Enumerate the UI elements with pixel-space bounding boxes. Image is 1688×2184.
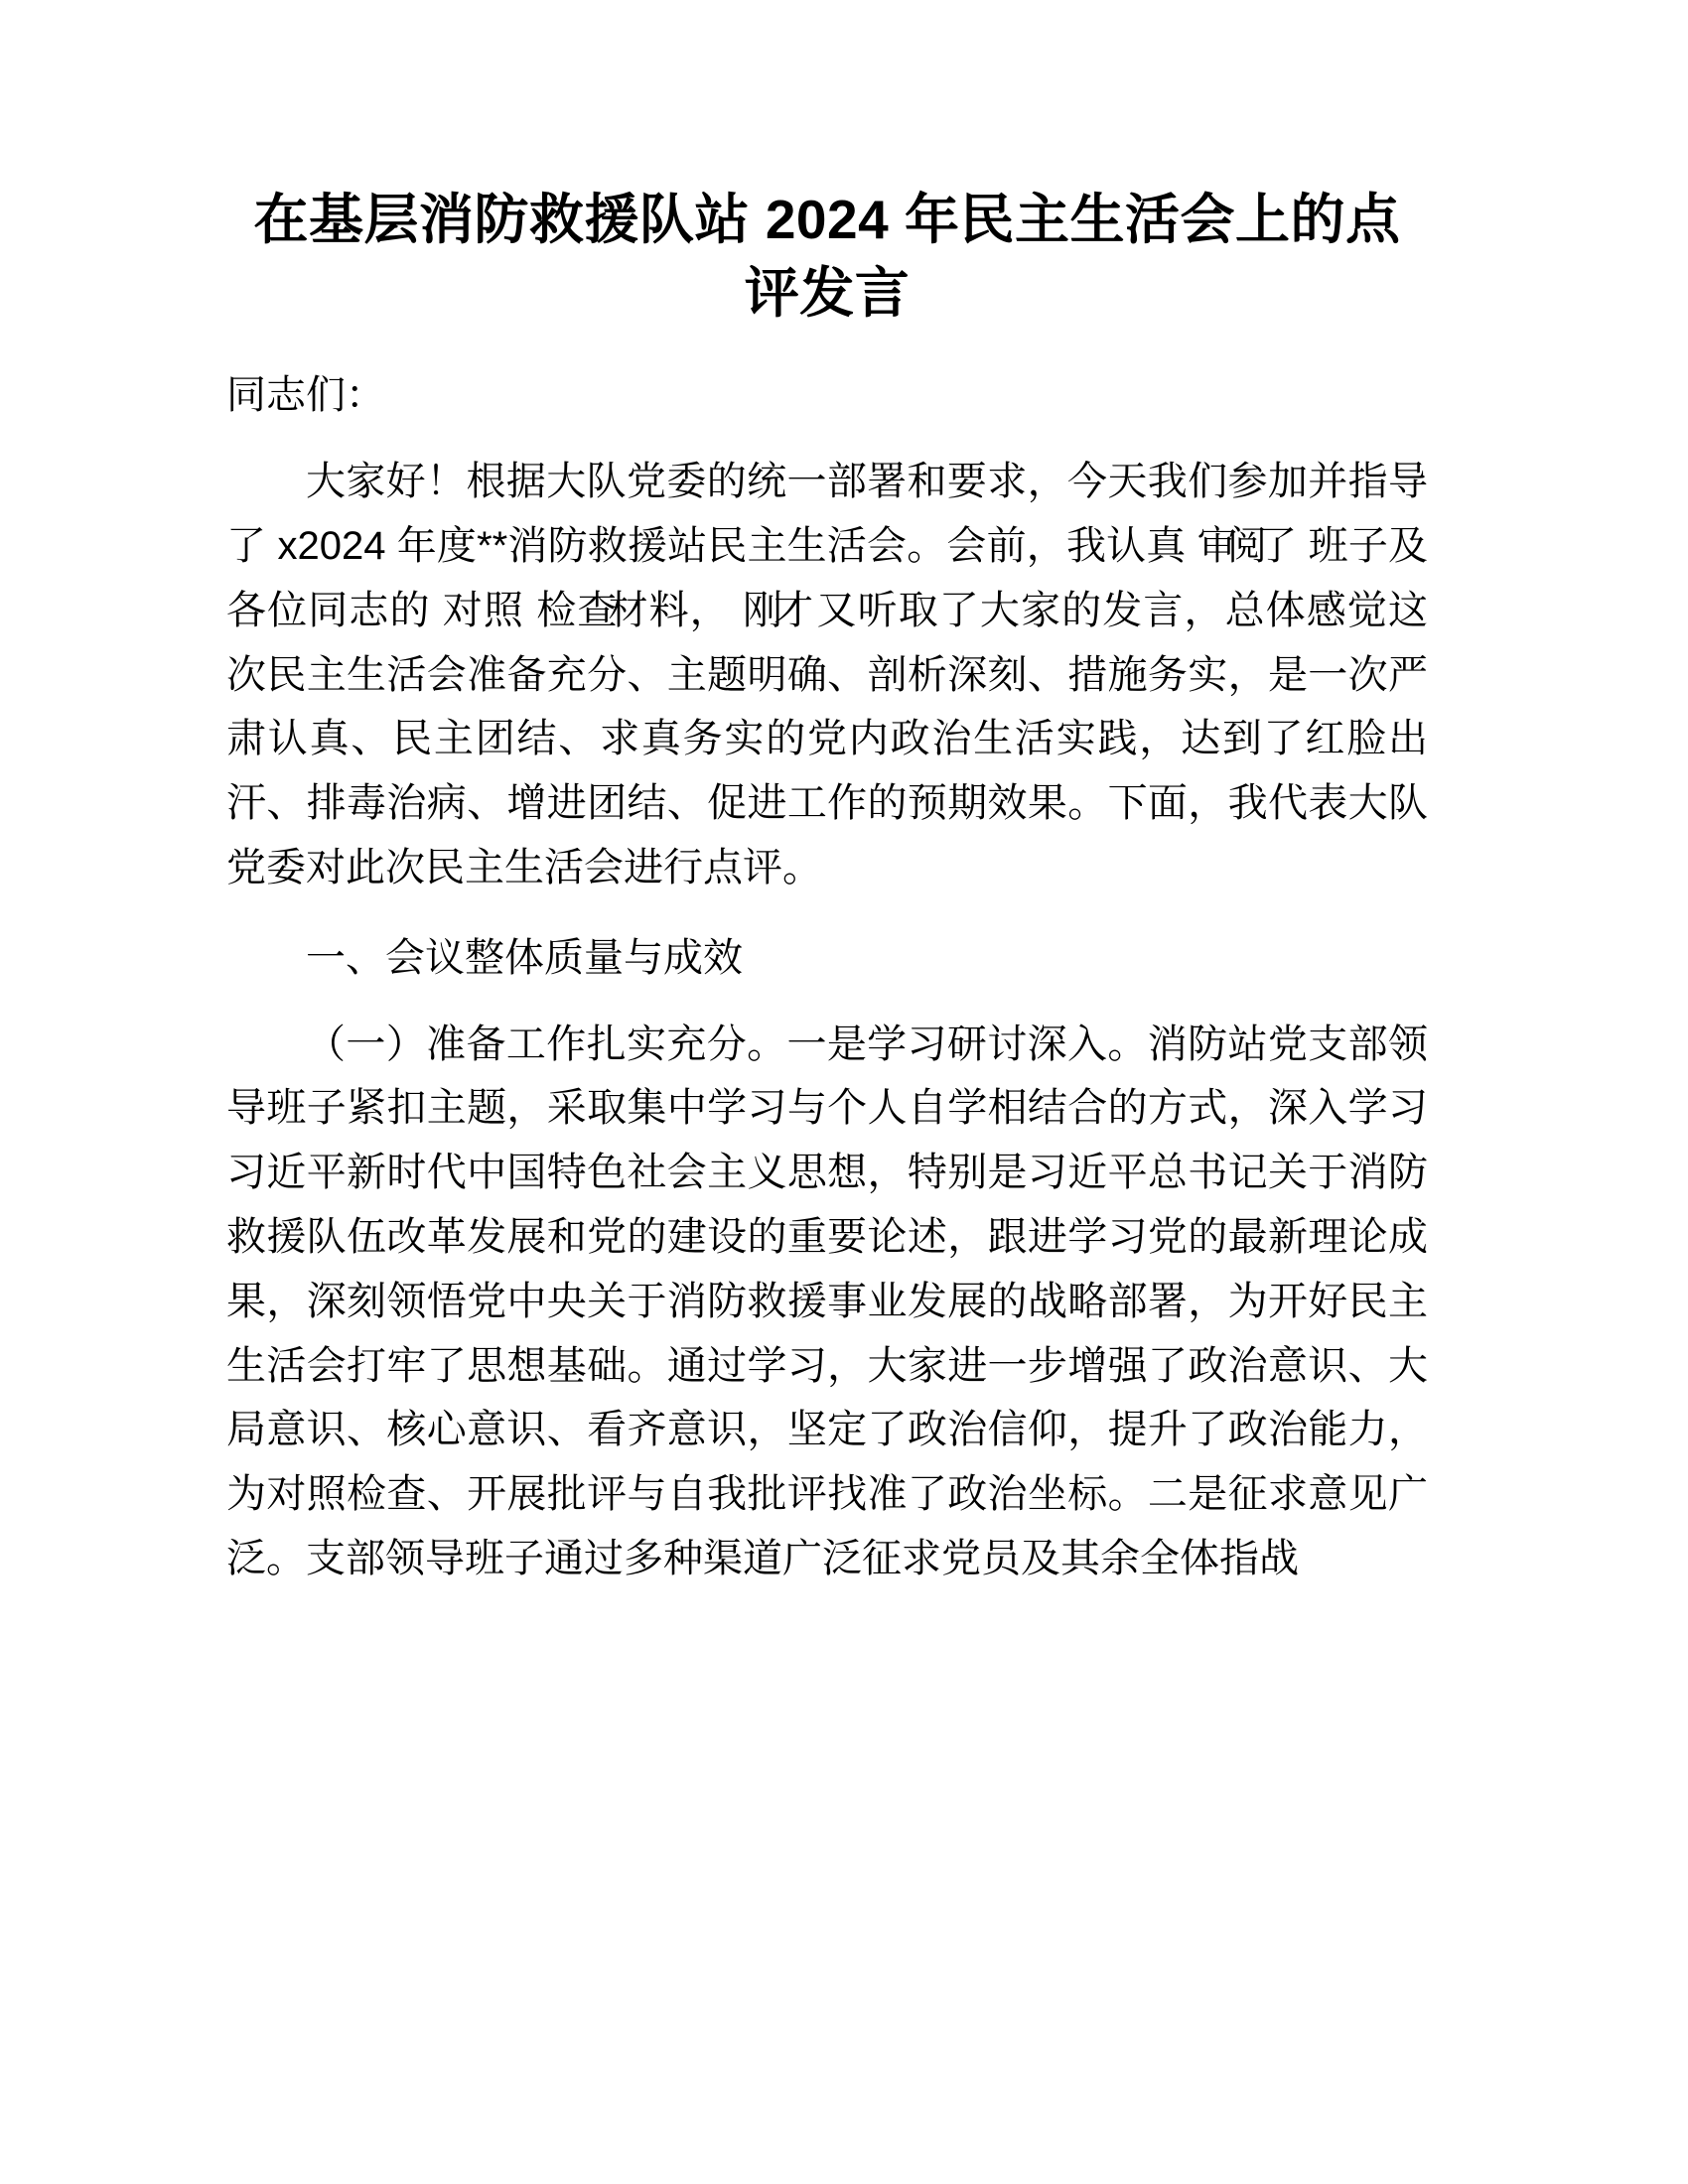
paragraph-segment: 刚才	[743, 588, 805, 632]
section-1-paragraph-1: （一）准备工作扎实充分。一是学习研讨深入。消防站党支部领导班子紧扣主题，采取集中学习与个人自学相结合的方式，深入学习习近平新时代中国特色社会主义思想，特别是习近平总书记关于消防救援队伍改革发展和党的建设的重要论述，跟进学习党的最新理论成果，深刻领悟党中央关于消防救援事业发展的战略部署，为开好民主生活会打牢了思想基础。通过学习，大家进一步增强了政治意识、大局意识、核心意识、看齐意识，坚定了政治信仰，提升了政治能力，为对照检查、开展批评与自我批评找准了政治坐标。二是征求意见广泛。支部领导班子通过多种渠道广泛征求党员及其余全体指战	[226, 1022, 1428, 1580]
paragraph-segment: 审阅	[1196, 523, 1258, 568]
paragraph-segment: 了 班子及各位同志的 对照 检	[226, 523, 1429, 632]
page-content	[226, 184, 1428, 1591]
opening-paragraph	[226, 450, 1428, 900]
paragraph-segment: 材料，	[608, 588, 744, 632]
section-heading-1: 一、会议整体质量与成效	[306, 935, 743, 980]
paragraph-segment: 大家好！根据大队党委的统一部署和要求，今天我们参加并指导了 x2024 年度**消防救援站民主生活会。会前，我认真	[226, 460, 1428, 568]
paragraph-segment: 又听取了大家的发言，总体感觉这次民主生活会准备充分、主题明确、剖析深刻、措施务实，是一次严肃认真、民主团结、求真务实的党内政治生活实践，达到了红脸出汗、排毒治病、增进团结、促进工作的预期效果。下面，我代表大队党委对此次民主生活会进行点评。	[226, 588, 1429, 889]
page-title: 在基层消防救援队站 2024 年民主生活会上的点评发言	[253, 189, 1401, 324]
salutation: 同志们：	[226, 373, 385, 418]
paragraph-segment: 查	[577, 588, 609, 632]
